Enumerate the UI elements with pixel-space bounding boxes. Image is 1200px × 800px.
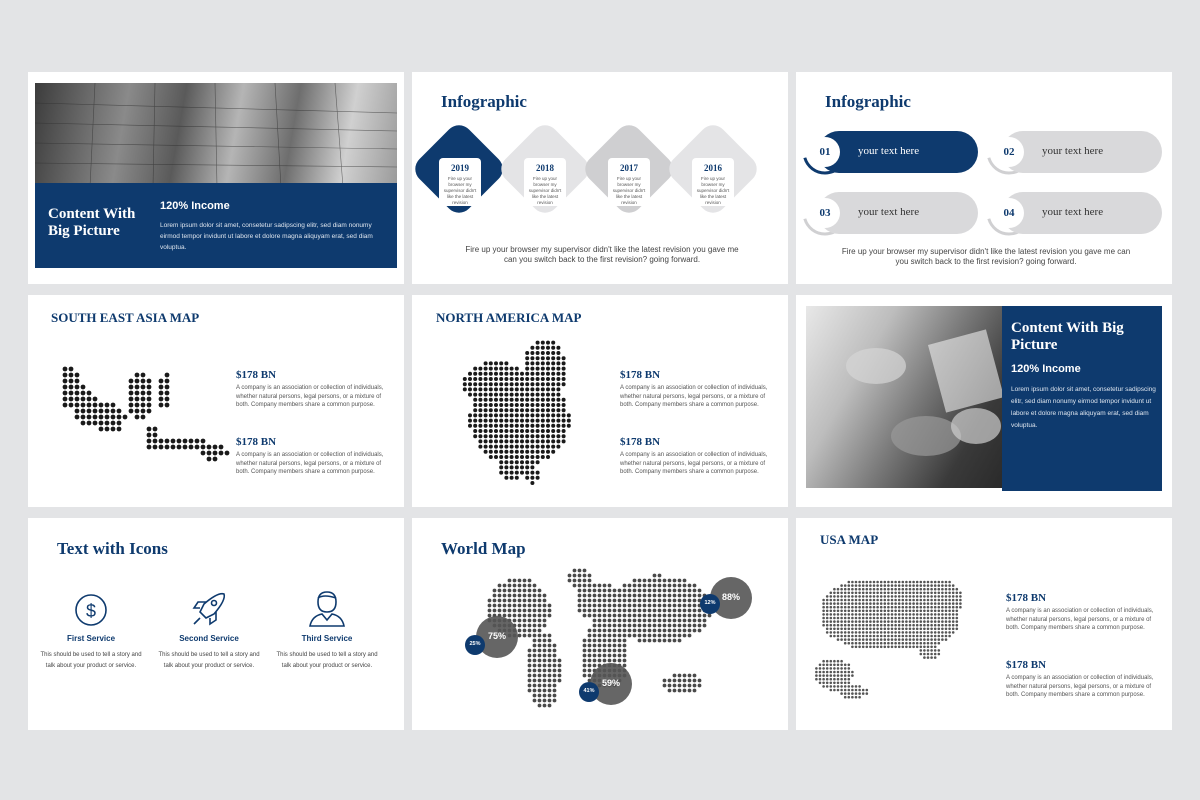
svg-text:$: $	[85, 601, 97, 621]
slide2-title: Infographic	[441, 92, 527, 111]
slide6-title	[1011, 320, 1124, 354]
world-bubbles	[412, 518, 788, 730]
step-text-2019: Fire up your browser my supervisor didn't like the latest revision	[443, 176, 477, 205]
slide6-title-line2: Picture	[1011, 337, 1058, 353]
slide3-caption: Fire up your browser my supervisor didn't like the latest revision you gave me can you switch back to the first revision? going forward.	[841, 247, 1131, 266]
step-year-2016: 2016	[704, 163, 722, 173]
meeting-photo	[806, 306, 1002, 488]
slide6-title-line1: Content With Big	[1011, 320, 1124, 336]
service-name-1: First Service	[66, 634, 116, 643]
step-text-2016: Fire up your browser my supervisor didn't like the latest revision	[696, 176, 730, 205]
slide-usa-map[interactable]	[796, 518, 1172, 730]
service-icons	[28, 518, 404, 730]
step-year-2018: 2018	[536, 163, 554, 173]
bubble-label-41: 41%	[583, 688, 595, 694]
slide-content-big-picture-2[interactable]	[796, 295, 1172, 507]
slide3-title: Infographic	[825, 92, 911, 111]
bubble-label-25: 25%	[469, 641, 481, 647]
building-lines	[35, 83, 397, 187]
step-text-2018: Fire up your browser my supervisor didn't like the latest revision	[528, 176, 562, 205]
service-name-3: Third Service	[301, 634, 353, 643]
service-text-2: This should be used to tell a story and talk about your product or service.	[158, 652, 260, 669]
block-value-2: $178 BN	[620, 436, 661, 448]
southeast-asia-dot-map	[56, 360, 231, 465]
step-year-2019: 2019	[451, 163, 469, 173]
slide9-title: USA MAP	[820, 532, 879, 547]
slide6-body: Lorem ipsum dolor sit amet, consetetur sadipscing elitr, sed diam nonumy eirmod tempor invidunt ut labore et dolore magna aliquyam erat, sed diam voluptua.	[1011, 386, 1156, 429]
bubble-label-59: 59%	[601, 678, 620, 688]
pill-text-04: your text here	[1042, 206, 1104, 218]
service-text-3: This should be used to tell a story and talk about your product or service.	[276, 652, 378, 669]
block-value-1: $178 BN	[236, 369, 277, 381]
pill-number-01: 01	[819, 146, 831, 158]
slide-southeast-asia-map[interactable]	[28, 295, 404, 507]
building-photo	[35, 83, 397, 187]
bubble-label-88: 88%	[721, 592, 740, 602]
slide-infographic-numbered[interactable]	[796, 72, 1172, 284]
block-value-1: $178 BN	[1006, 592, 1047, 604]
slide1-title	[48, 206, 135, 240]
pill-number-02: 02	[1003, 146, 1015, 158]
slide-north-america-map[interactable]	[412, 295, 788, 507]
block-text-2: A company is an association or collection of individuals, whether natural persons, legal persons, or a mixture of both. Company members share a common purpose.	[1006, 675, 1154, 698]
block-text-2: A company is an association or collection of individuals, whether natural persons, legal persons, or a mixture of both. Company members share a common purpose.	[620, 452, 768, 475]
block-text-2: A company is an association or collection of individuals, whether natural persons, legal persons, or a mixture of both. Company members share a common purpose.	[236, 452, 384, 475]
person-icon	[310, 592, 344, 626]
block-value-1: $178 BN	[620, 369, 661, 381]
slide-text-with-icons[interactable]	[28, 518, 404, 730]
slide1-body: Lorem ipsum dolor sit amet, consetetur sadipscing elitr, sed diam nonumy eirmod tempor invidunt ut labore et dolore magna aliquyam erat, sed diam voluptua.	[160, 222, 373, 251]
rocket-icon	[194, 594, 224, 624]
slide-content-big-picture-1[interactable]	[28, 72, 404, 284]
slide8-title: World Map	[441, 539, 526, 558]
block-value-2: $178 BN	[236, 436, 277, 448]
slide1-title-line2: Big Picture	[48, 223, 120, 239]
pill-text-02: your text here	[1042, 145, 1104, 157]
slide7-title: Text with Icons	[57, 539, 168, 558]
slide6-income: 120% Income	[1011, 363, 1081, 375]
slide4-title: SOUTH EAST ASIA MAP	[51, 310, 200, 325]
block-value-2: $178 BN	[1006, 659, 1047, 671]
step-text-2017: Fire up your browser my supervisor didn't like the latest revision	[612, 176, 646, 205]
bubble-label-12: 12%	[704, 600, 716, 606]
pill-number-03: 03	[819, 207, 831, 219]
pill-number-04: 04	[1003, 207, 1015, 219]
pill-text-01: your text here	[858, 145, 920, 157]
usa-dot-map	[811, 573, 1001, 708]
block-text-1: A company is an association or collection of individuals, whether natural persons, legal persons, or a mixture of both. Company members share a common purpose.	[236, 385, 384, 408]
pill-text-03: your text here	[858, 206, 920, 218]
slide-world-map[interactable]	[412, 518, 788, 730]
meeting-shapes	[806, 306, 1002, 488]
dollar-icon	[76, 595, 106, 625]
block-text-1: A company is an association or collection of individuals, whether natural persons, legal persons, or a mixture of both. Company members share a common purpose.	[1006, 608, 1154, 631]
slide5-title: NORTH AMERICA MAP	[436, 310, 582, 325]
slide1-title-line1: Content With	[48, 206, 136, 222]
north-america-dot-map	[457, 340, 582, 485]
bubble-label-75: 75%	[487, 631, 506, 641]
service-text-1: This should be used to tell a story and talk about your product or service.	[40, 652, 142, 669]
block-text-1: A company is an association or collection of individuals, whether natural persons, legal persons, or a mixture of both. Company members share a common purpose.	[620, 385, 768, 408]
slide-infographic-timeline[interactable]	[412, 72, 788, 284]
step-year-2017: 2017	[620, 163, 638, 173]
slide2-caption: Fire up your browser my supervisor didn't like the latest revision you gave me can you switch back to the first revision? going forward.	[465, 245, 739, 264]
service-name-2: Second Service	[179, 634, 239, 643]
slide1-income: 120% Income	[160, 200, 230, 212]
